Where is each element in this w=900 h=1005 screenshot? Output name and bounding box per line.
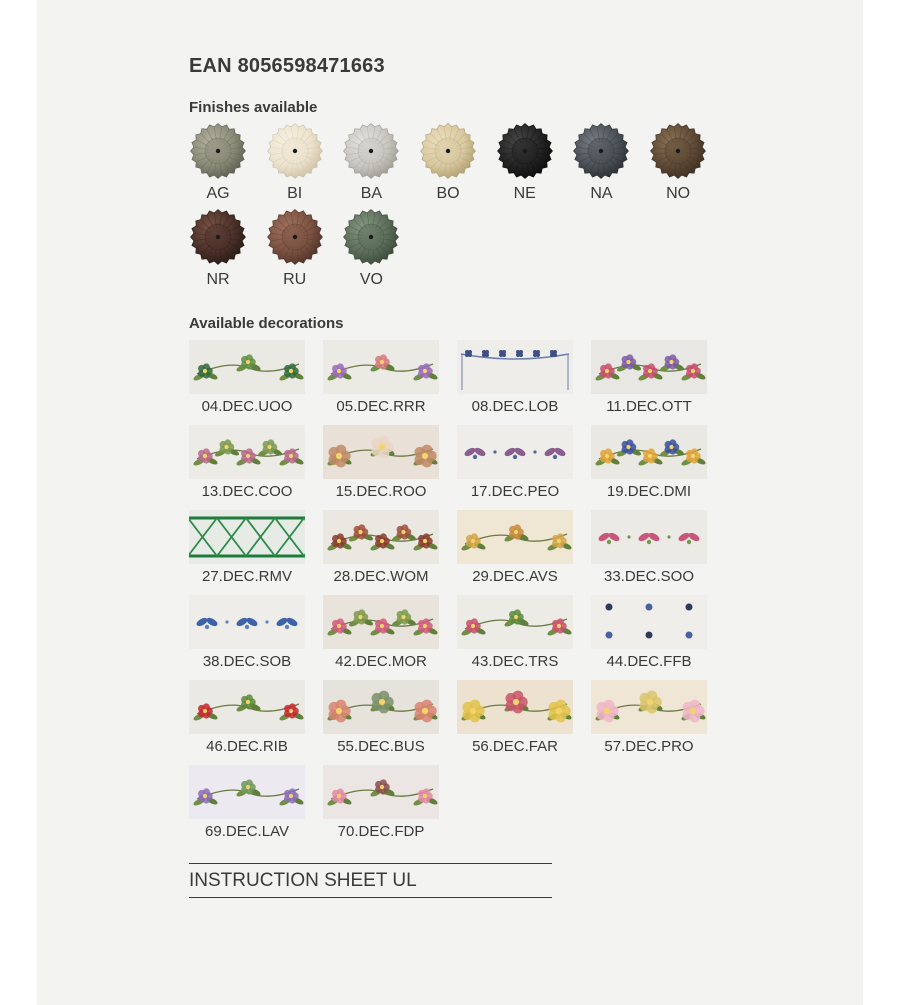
decoration-thumbnail: [591, 425, 707, 479]
decoration-code: 38.DEC.SOB: [202, 653, 292, 670]
finish-code: NR: [206, 271, 230, 288]
decoration-option[interactable]: [323, 680, 439, 755]
decoration-option[interactable]: [189, 680, 305, 755]
finish-code: BI: [287, 185, 303, 202]
decoration-code: 55.DEC.BUS: [337, 738, 425, 755]
decoration-code: 56.DEC.FAR: [472, 738, 558, 755]
decoration-thumbnail: [323, 765, 439, 819]
finishes-title: Finishes available: [189, 99, 318, 116]
decoration-code: 46.DEC.RIB: [206, 738, 288, 755]
decoration-option[interactable]: [457, 510, 573, 585]
finish-option[interactable]: [496, 123, 554, 206]
finish-option[interactable]: [189, 123, 247, 206]
decoration-option[interactable]: [189, 510, 305, 585]
decoration-code: 69.DEC.LAV: [205, 823, 289, 840]
finish-option[interactable]: [342, 209, 400, 292]
rosette-icon: [267, 123, 323, 179]
decoration-option[interactable]: [189, 340, 305, 415]
decoration-option[interactable]: [457, 340, 573, 415]
decoration-code: 28.DEC.WOM: [333, 568, 429, 585]
decoration-thumbnail: [457, 510, 573, 564]
rosette-icon: [497, 123, 553, 179]
decoration-thumbnail: [457, 680, 573, 734]
finish-code: NE: [513, 185, 536, 202]
decoration-code: 70.DEC.FDP: [337, 823, 425, 840]
rosette-icon: [420, 123, 476, 179]
decoration-code: 43.DEC.TRS: [471, 653, 559, 670]
finish-code: BA: [360, 185, 383, 202]
decoration-thumbnail: [189, 340, 305, 394]
decoration-code: 33.DEC.SOO: [603, 568, 695, 585]
decoration-code: 27.DEC.RMV: [201, 568, 293, 585]
decoration-thumbnail: [457, 595, 573, 649]
decoration-thumbnail: [457, 425, 573, 479]
decoration-thumbnail: [189, 425, 305, 479]
decoration-code: 13.DEC.COO: [201, 483, 293, 500]
instruction-sheet-link[interactable]: INSTRUCTION SHEET UL: [189, 863, 552, 898]
decoration-option[interactable]: [189, 765, 305, 840]
decoration-thumbnail: [323, 425, 439, 479]
finish-option[interactable]: [342, 123, 400, 206]
decoration-code: 17.DEC.PEO: [470, 483, 560, 500]
decoration-code: 11.DEC.OTT: [606, 398, 692, 415]
decoration-option[interactable]: [591, 340, 707, 415]
decoration-option[interactable]: [323, 510, 439, 585]
finish-option[interactable]: [649, 123, 707, 206]
decoration-option[interactable]: [323, 765, 439, 840]
rosette-icon: [190, 123, 246, 179]
decoration-option[interactable]: [189, 425, 305, 500]
decoration-thumbnail: [189, 680, 305, 734]
finish-option[interactable]: [266, 209, 324, 292]
rosette-icon: [267, 209, 323, 265]
decoration-thumbnail: [591, 680, 707, 734]
decoration-code: 15.DEC.ROO: [335, 483, 427, 500]
decoration-thumbnail: [457, 340, 573, 394]
decoration-thumbnail: [323, 340, 439, 394]
finish-option[interactable]: [419, 123, 477, 206]
finish-code: RU: [283, 271, 307, 288]
decoration-option[interactable]: [323, 340, 439, 415]
rosette-icon: [650, 123, 706, 179]
decoration-code: 08.DEC.LOB: [471, 398, 559, 415]
decoration-code: 44.DEC.FFB: [606, 653, 692, 670]
finish-code: NO: [666, 185, 691, 202]
decoration-thumbnail: [591, 510, 707, 564]
decoration-code: 05.DEC.RRR: [336, 398, 426, 415]
decoration-thumbnail: [591, 595, 707, 649]
decoration-thumbnail: [189, 510, 305, 564]
decoration-option[interactable]: [189, 595, 305, 670]
decoration-code: 19.DEC.DMI: [606, 483, 692, 500]
rosette-icon: [190, 209, 246, 265]
decoration-option[interactable]: [591, 680, 707, 755]
decoration-option[interactable]: [323, 425, 439, 500]
finish-code: BO: [436, 185, 460, 202]
decoration-thumbnail: [323, 595, 439, 649]
finishes-grid: [189, 123, 729, 292]
rosette-icon: [573, 123, 629, 179]
decorations-title: Available decorations: [189, 315, 344, 332]
finish-code: AG: [206, 185, 230, 202]
decoration-thumbnail: [323, 510, 439, 564]
decoration-option[interactable]: [457, 680, 573, 755]
rosette-icon: [343, 209, 399, 265]
decoration-option[interactable]: [457, 595, 573, 670]
finish-code: VO: [359, 271, 383, 288]
finish-code: NA: [590, 185, 613, 202]
decoration-option[interactable]: [591, 425, 707, 500]
decoration-thumbnail: [591, 340, 707, 394]
decoration-thumbnail: [189, 595, 305, 649]
finish-option[interactable]: [572, 123, 630, 206]
decoration-code: 57.DEC.PRO: [604, 738, 694, 755]
decoration-code: 29.DEC.AVS: [472, 568, 558, 585]
decoration-option[interactable]: [457, 425, 573, 500]
decoration-option[interactable]: [591, 510, 707, 585]
ean-code: EAN 8056598471663: [189, 55, 385, 77]
decoration-option[interactable]: [323, 595, 439, 670]
finish-option[interactable]: [266, 123, 324, 206]
decoration-thumbnail: [189, 765, 305, 819]
finish-option[interactable]: [189, 209, 247, 292]
decoration-thumbnail: [323, 680, 439, 734]
decoration-code: 42.DEC.MOR: [335, 653, 427, 670]
decoration-code: 04.DEC.UOO: [201, 398, 293, 415]
decorations-grid: [189, 340, 729, 840]
rosette-icon: [343, 123, 399, 179]
decoration-option[interactable]: [591, 595, 707, 670]
